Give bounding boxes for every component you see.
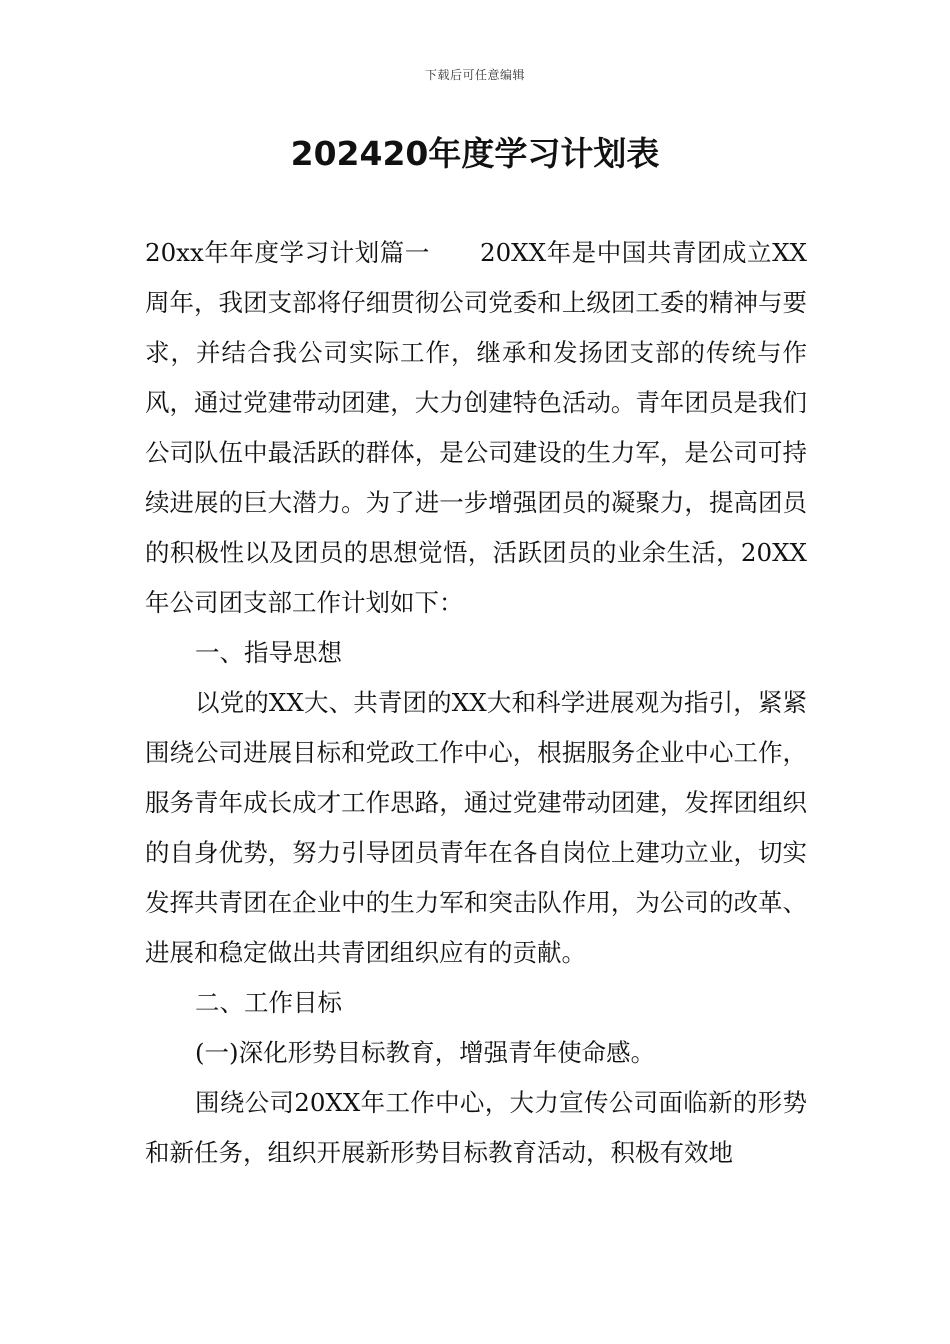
document-title: 202420年度学习计划表: [290, 134, 660, 173]
heading-guiding-thought: 一、指导思想: [195, 638, 342, 667]
document-body: [145, 228, 807, 1178]
paragraph-guiding-thought: 以党的XX大、共青团的XX大和科学进展观为指引，紧紧围绕公司进展目标和党政工作中心，根据服务企业中心工作，服务青年成长成才工作思路，通过党建带动团建，发挥团组织的自身优势，努力引导团员青年在各自岗位上建功立业，切实发挥共青团在企业中的生力军和突击队作用，为公司的改革、进展和稳定做出共青团组织应有的贡献。: [145, 688, 807, 967]
heading-work-goals: 二、工作目标: [195, 988, 342, 1017]
paragraph-intro: 20xx年年度学习计划篇一 20XX年是中国共青团成立XX周年，我团支部将仔细贯彻公司党委和上级团工委的精神与要求，并结合我公司实际工作，继承和发扬团支部的传统与作风，通过党建带动团建，大力创建特色活动。青年团员是我们公司队伍中最活跃的群体，是公司建设的生力军，是公司可持续进展的巨大潜力。为了进一步增强团员的凝聚力，提高团员的积极性以及团员的思想觉悟，活跃团员的业余生活，20XX年公司团支部工作计划如下：: [145, 238, 807, 617]
paragraph-situation-education: 围绕公司20XX年工作中心，大力宣传公司面临新的形势和新任务，组织开展新形势目标教育活动，积极有效地: [145, 1088, 807, 1167]
header-note: 下载后可任意编辑: [424, 68, 525, 82]
subheading-situation-education: (一)深化形势目标教育，增强青年使命感。: [195, 1038, 656, 1067]
